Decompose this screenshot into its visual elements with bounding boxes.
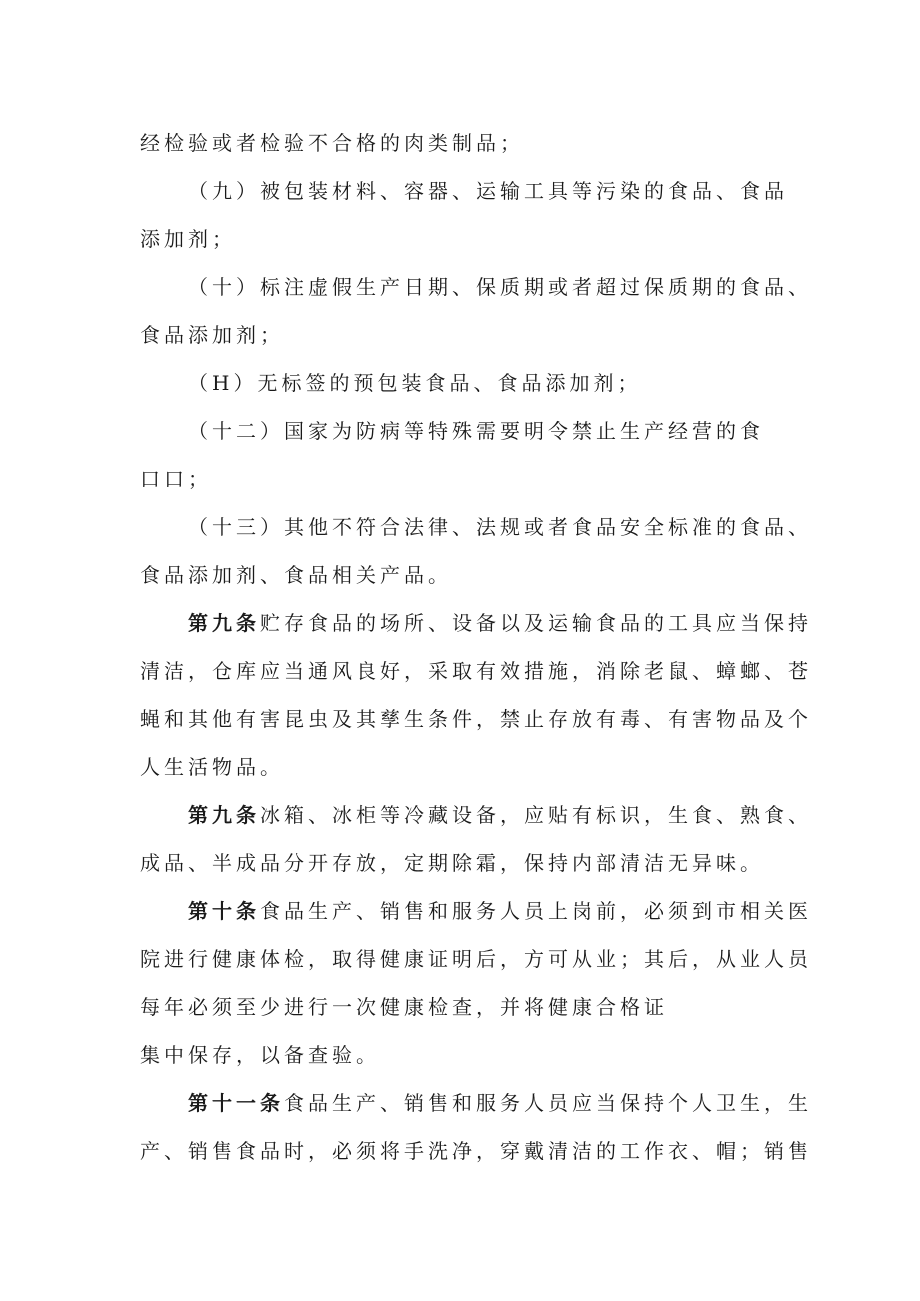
text-line: （十二）国家为防病等特殊需要明令禁止生产经营的食 — [188, 419, 764, 443]
text-span: 食品生产、销售和服务人员上岗前，必须到市相关医 — [260, 899, 812, 923]
article-heading: 第九条 — [188, 803, 260, 827]
text-line: （十三）其他不符合法律、法规或者食品安全标准的食品、 — [188, 515, 812, 539]
text-line: 食品添加剂、食品相关产品。 — [140, 563, 452, 587]
text-line: 成品、半成品分开存放，定期除霜，保持内部清洁无异味。 — [140, 851, 764, 875]
text-line: （九）被包装材料、容器、运输工具等污染的食品、食品 — [188, 179, 788, 203]
text-line: 院进行健康体检，取得健康证明后，方可从业；其后，从业人员 — [140, 947, 812, 971]
article-11-first-line — [188, 1090, 812, 1116]
article-heading: 第十条 — [188, 899, 260, 923]
article-heading: 第九条 — [188, 611, 260, 635]
text-span: 食品生产、销售和服务人员应当保持个人卫生，生 — [284, 1091, 812, 1115]
text-line: 食品添加剂； — [140, 323, 284, 347]
text-span: 贮存食品的场所、设备以及运输食品的工具应当保持 — [260, 611, 812, 635]
text-line: 人生活物品。 — [140, 755, 284, 779]
article-9-first-line — [188, 610, 812, 636]
text-line: （十）标注虚假生产日期、保质期或者超过保质期的食品、 — [188, 275, 812, 299]
text-line: 口口； — [140, 467, 212, 491]
text-line: 每年必须至少进行一次健康检查，并将健康合格证 — [140, 995, 668, 1019]
text-line: 经检验或者检验不合格的肉类制品； — [140, 131, 524, 155]
article-heading: 第十一条 — [188, 1091, 284, 1115]
article-10-first-line — [188, 898, 812, 924]
text-span: 冰箱、冰柜等冷藏设备，应贴有标识，生食、熟食、 — [260, 803, 812, 827]
article-9b-first-line — [188, 802, 812, 828]
text-line: 清洁，仓库应当通风良好，采取有效措施，消除老鼠、蟑螂、苍 — [140, 659, 812, 683]
text-line: 蝇和其他有害昆虫及其孳生条件，禁止存放有毒、有害物品及个 — [140, 707, 812, 731]
text-line: 集中保存，以备查验。 — [140, 1043, 380, 1067]
text-line: 添加剂； — [140, 227, 236, 251]
text-line: （H）无标签的预包装食品、食品添加剂； — [188, 371, 642, 395]
text-line: 产、销售食品时，必须将手洗净，穿戴清洁的工作衣、帽；销售 — [140, 1139, 812, 1163]
